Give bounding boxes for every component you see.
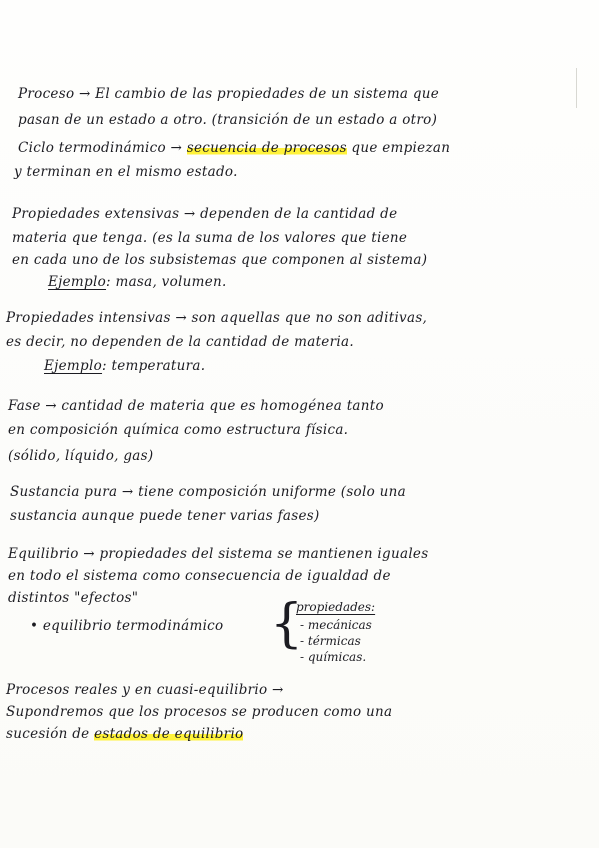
propiedades-title: propiedades: [296,600,376,614]
page-fold-mark [570,68,577,108]
proceso-line-2: pasan de un estado a otro. (transición de un estado a otro) [18,112,438,128]
ciclo-line-2: y terminan en el mismo estado. [14,164,238,180]
reales-line-2: Supondremos que los procesos se producen como una [6,704,393,720]
ciclo-highlight: secuencia de procesos [186,140,347,156]
intensivas-ejemplo [44,358,205,374]
ejemplo-label: Ejemplo [44,358,103,374]
reales-highlight: estados de equilibrio [94,726,244,742]
extensivas-line-2: materia que tenga. (es la suma de los valores que tiene [12,230,408,246]
ciclo-tail: que empiezan [351,140,451,156]
ejemplo-text: : masa, volumen. [106,274,227,290]
prop-termicas: - térmicas [300,634,361,648]
extensivas-ejemplo [48,274,227,290]
equilibrio-line-2: en todo el sistema como consecuencia de igualdad de [8,568,391,584]
intensivas-line-1: Propiedades intensivas → son aquellas que no son aditivas, [6,310,428,326]
equilibrio-line-3: distintos "efectos" [8,590,139,606]
curly-brace: { [270,594,304,654]
fase-line-2: en composición química como estructura física. [8,422,349,438]
ejemplo-text: : temperatura. [102,358,206,374]
equilibrio-bullet: • equilibrio termodinámico [30,618,224,634]
fase-line-3: (sólido, líquido, gas) [8,448,154,464]
prop-mecanicas: - mecánicas [300,618,372,632]
ciclo-term: Ciclo termodinámico → [18,140,183,156]
sustancia-line-1: Sustancia pura → tiene composición uniforme (solo una [10,484,406,500]
sustancia-line-2: sustancia aunque puede tener varias fases) [10,508,320,524]
reales-prefix: sucesión de [6,726,90,742]
fase-line-1: Fase → cantidad de materia que es homogénea tanto [8,398,384,414]
ciclo-line-1 [18,140,450,156]
reales-line-3 [6,726,243,742]
reales-line-1: Procesos reales y en cuasi-equilibrio → [6,682,284,698]
proceso-line-1: Proceso → El cambio de las propiedades de un sistema que [18,86,440,102]
ejemplo-label: Ejemplo [48,274,107,290]
extensivas-line-1: Propiedades extensivas → dependen de la cantidad de [12,206,398,222]
intensivas-line-2: es decir, no dependen de la cantidad de materia. [6,334,354,350]
extensivas-line-3: en cada uno de los subsistemas que componen al sistema) [12,252,428,268]
equilibrio-line-1: Equilibrio → propiedades del sistema se mantienen iguales [8,546,429,562]
prop-quimicas: - químicas. [300,650,367,664]
